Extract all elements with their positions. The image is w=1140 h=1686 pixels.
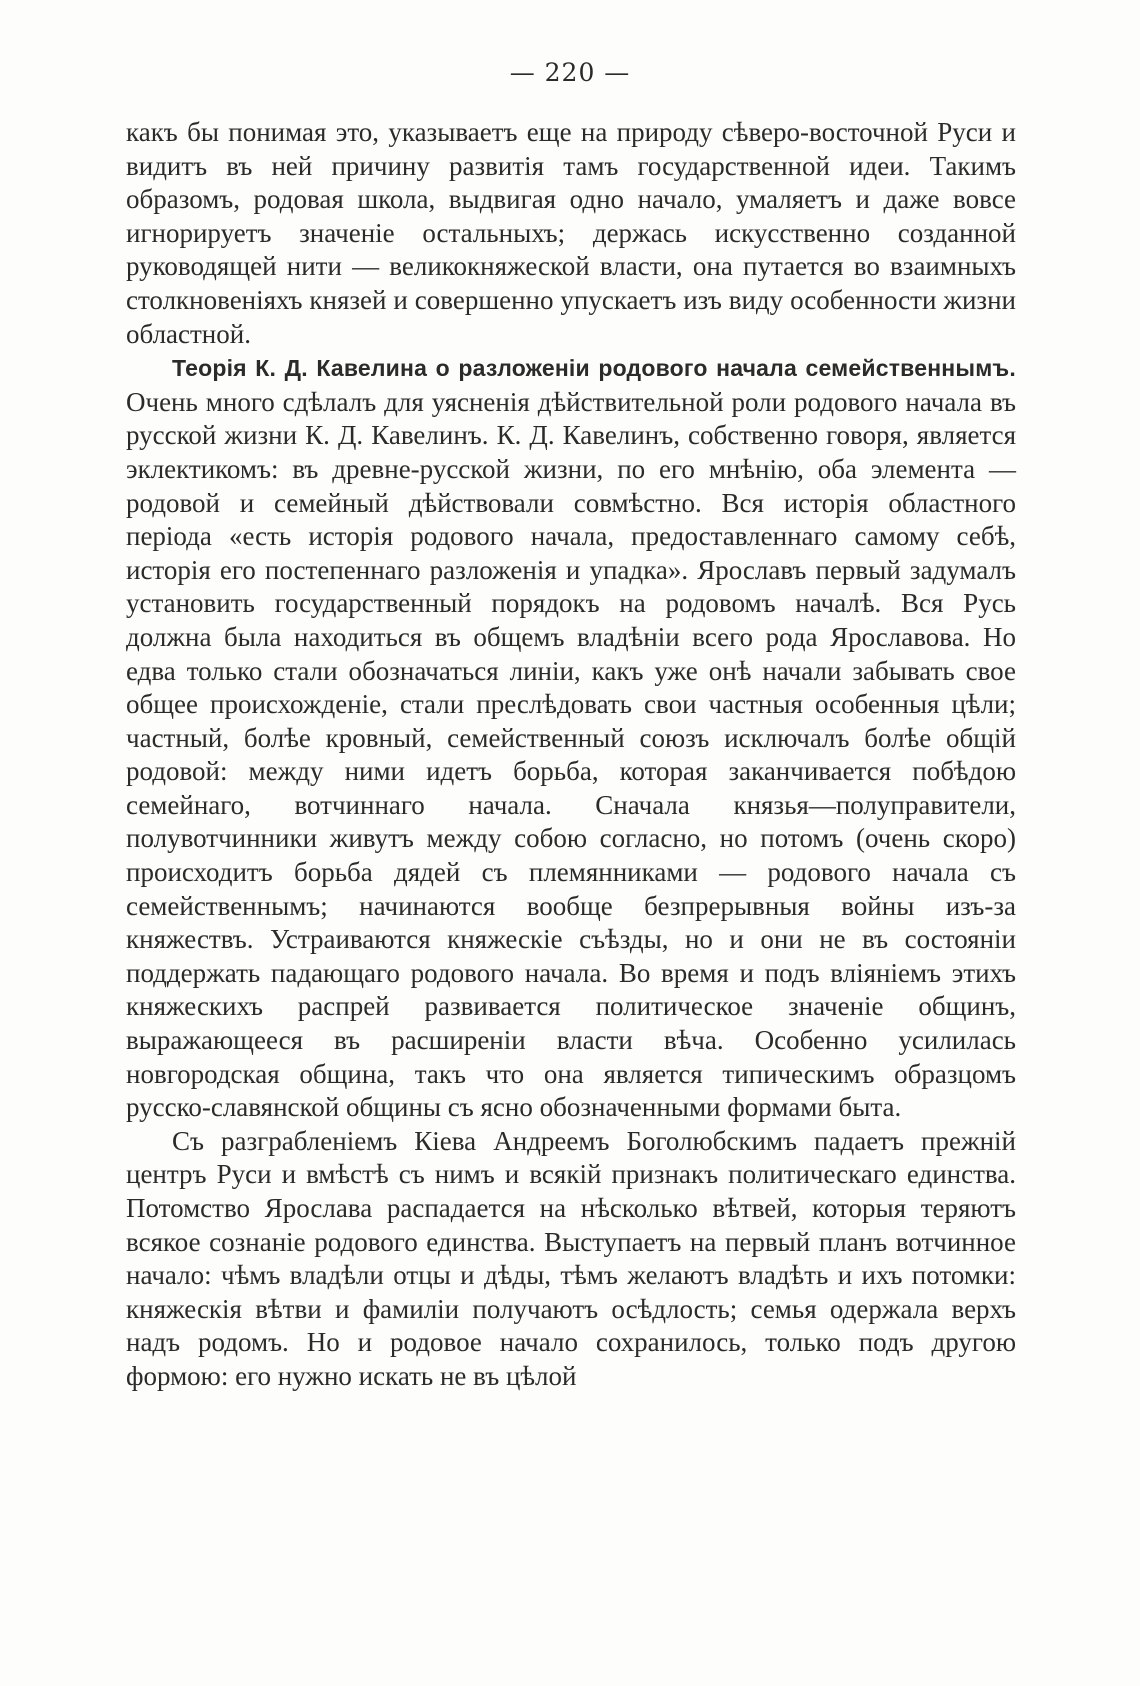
paragraph-text: какъ бы понимая это, указываетъ еще на природу сѣверо-восточной Руси и видитъ въ ней причину развитія тамъ государственной идеи. Такимъ образомъ, родовая школа, выдвигая одно начало, умаляетъ и даже вовсе игнорируетъ значеніе остальныхъ; держась искусственно созданной руководящей нити — великокняжеской власти, она путается во взаимныхъ столкновеніяхъ князей и совершенно упускаетъ изъ виду особенности жизни областной.	[126, 117, 1016, 349]
paragraph-text: Съ разграбленіемъ Кіева Андреемъ Боголюбскимъ падаетъ прежній центръ Руси и вмѣстѣ съ нимъ и всякій признакъ политическаго единства. Потомство Ярослава распадается на нѣсколько вѣтвей, которыя теряютъ всякое сознаніе родового единства. Выступаетъ на первый планъ вотчинное начало: чѣмъ владѣли отцы и дѣды, тѣмъ желаютъ владѣть и ихъ потомки: княжескія вѣтви и фамиліи получаютъ осѣдлость; семья одержала верхъ надъ родомъ. Но и родовое начало сохранилось, только подъ другою формою: его нужно искать не въ цѣлой	[126, 1125, 1016, 1391]
paragraph-kavelin-theory	[126, 351, 1016, 1125]
page-number: — 220 —	[509, 58, 631, 87]
section-heading: Теорія К. Д. Кавелина о разложеніи родового начала семейственнымъ.	[172, 355, 1016, 382]
page-text	[126, 116, 1016, 1394]
paragraph-continuation	[126, 116, 1016, 351]
paragraph-text: Очень много сдѣлалъ для уясненія дѣйствительной роли родового начала въ русской жизни К. Д. Кавелинъ. К. Д. Кавелинъ, собственно говоря, является эклектикомъ: въ древне-русской жизни, по его мнѣнію, оба элемента — родовой и семейный дѣйствовали совмѣстно. Вся исторія областного періода «есть исторія родового начала, предоставленнаго самому себѣ, исторія его постепеннаго разложенія и упадка». Ярославъ первый задумалъ установить государственный порядокъ на родовомъ началѣ. Вся Русь должна была находиться въ общемъ владѣніи всего рода Ярославова. Но едва только стали обозначаться линіи, какъ уже онѣ начали забывать свое общее происхожденіе, стали преслѣдовать свои частныя особенныя цѣли; частный, болѣе кровный, семейственный союзъ исключалъ болѣе общій родовой: между ними идетъ борьба, которая заканчивается побѣдою семейнаго, вотчиннаго начала. Сначала князья—полуправители, полувотчинники живутъ между собою согласно, но потомъ (очень скоро) происходитъ борьба дядей съ племянниками — родового начала съ семейственнымъ; начинаются вообще безпрерывныя войны изъ-за княжествъ. Устраиваются княжескіе съѣзды, но и они не въ состояніи поддержать падающаго родового начала. Во время и подъ вліяніемъ этихъ княжескихъ распрей развивается политическое значеніе общинъ, выражающееся въ расширеніи власти вѣча. Особенно усилилась новгородская община, такъ что она является типическимъ образцомъ русско-славянской общины съ ясно обозначенными формами быта.	[126, 386, 1016, 1123]
paragraph-kiev-sack	[126, 1125, 1016, 1394]
